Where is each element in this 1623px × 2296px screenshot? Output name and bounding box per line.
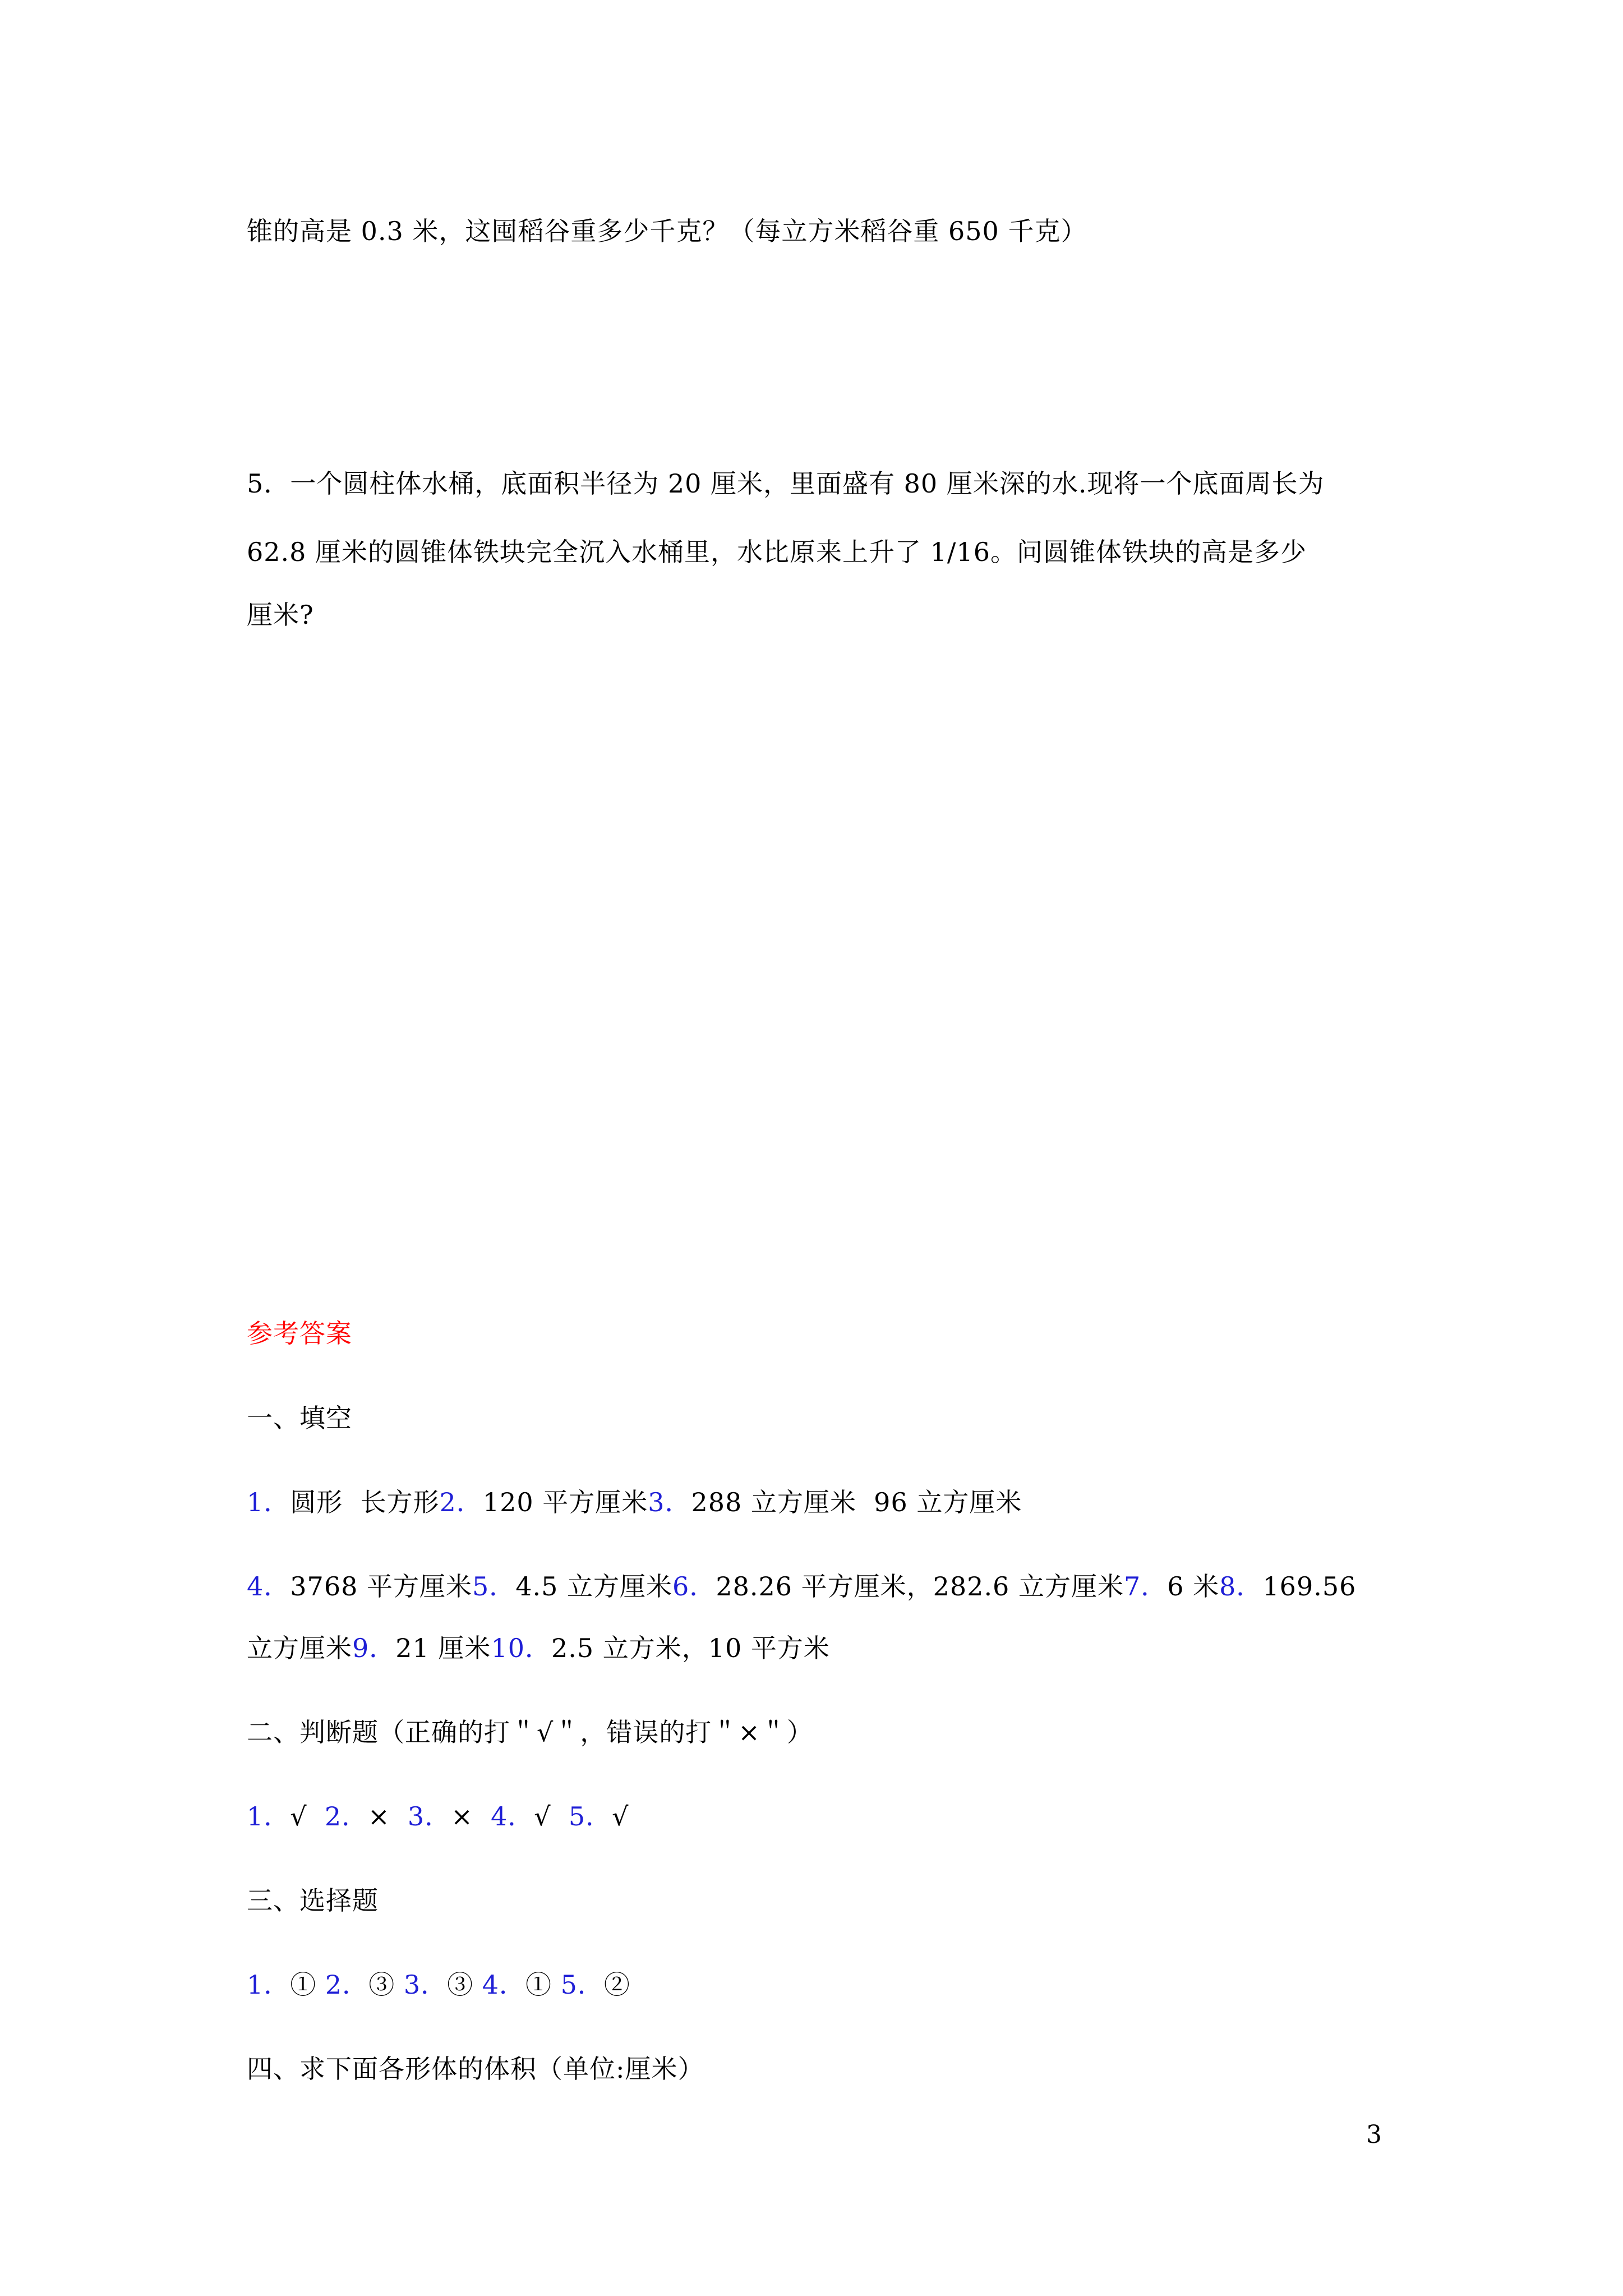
answer-text: 3768 平方厘米 xyxy=(290,1571,472,1602)
answer-number: 2． xyxy=(325,1970,369,2000)
answer-text: √ xyxy=(290,1801,307,1832)
answer-text: ② xyxy=(603,1970,630,2000)
answer-text: 288 立方厘米 96 立方厘米 xyxy=(691,1487,1022,1517)
answer-number: 7． xyxy=(1123,1571,1168,1602)
answer-number: 2． xyxy=(439,1487,483,1517)
answer-number: 1． xyxy=(247,1970,291,2000)
question-5-line-2: 62.8 厘米的圆锥体铁块完全沉入水桶里，水比原来上升了 1/16。问圆锥体铁块的高是多少 xyxy=(247,537,1307,567)
answer-number: 2． xyxy=(324,1801,368,1832)
answer-number: 3． xyxy=(403,1970,448,2000)
answer-number: 3． xyxy=(407,1801,451,1832)
answer-text: 圆形 长方形 xyxy=(290,1487,440,1517)
answer-number: 6． xyxy=(672,1571,716,1602)
answer-number: 1． xyxy=(247,1801,291,1832)
section-1-answers-line-2 xyxy=(247,1570,1356,1603)
answer-text: ① xyxy=(290,1970,317,2000)
answer-number: 5． xyxy=(472,1571,516,1602)
section-3-answers xyxy=(247,1968,630,2001)
answer-text: ③ xyxy=(447,1970,474,2000)
answer-text: 6 米 xyxy=(1167,1571,1220,1602)
question-5-line-3: 厘米? xyxy=(247,600,314,630)
answer-number: 5． xyxy=(560,1970,604,2000)
section-4-heading: 四、求下面各形体的体积（单位:厘米） xyxy=(247,2054,704,2084)
section-2-answers xyxy=(247,1800,629,1833)
answer-text: 立方厘米 xyxy=(247,1633,352,1663)
section-1-answers-line-3 xyxy=(247,1631,830,1665)
answer-text: 4.5 立方厘米 xyxy=(515,1571,673,1602)
question-4-continuation: 锥的高是 0.3 米，这囤稻谷重多少千克？（每立方米稻谷重 650 千克） xyxy=(247,216,1087,246)
answer-number: 4． xyxy=(491,1801,534,1832)
answer-number: 4． xyxy=(247,1571,291,1602)
answer-number: 10． xyxy=(491,1633,551,1663)
answer-text: 120 平方厘米 xyxy=(482,1487,648,1517)
answer-text: ③ xyxy=(368,1970,395,2000)
answer-text: 21 厘米 xyxy=(395,1633,491,1663)
answer-text: 2.5 立方米，10 平方米 xyxy=(551,1633,830,1663)
answer-text: × xyxy=(368,1801,390,1832)
section-1-answers-line-1 xyxy=(247,1485,1022,1519)
answer-text: √ xyxy=(612,1801,629,1832)
answer-text: × xyxy=(451,1801,473,1832)
answer-number: 8． xyxy=(1219,1571,1263,1602)
answer-text: 169.56 xyxy=(1262,1571,1357,1602)
page-number: 3 xyxy=(1366,2120,1382,2149)
section-2-heading: 二、判断题（正确的打＂√＂，错误的打＂×＂） xyxy=(247,1717,813,1747)
answer-text: ① xyxy=(525,1970,552,2000)
answer-key-title: 参考答案 xyxy=(247,1318,352,1349)
answer-number: 9． xyxy=(352,1633,396,1663)
answer-number: 1． xyxy=(247,1487,291,1517)
section-1-heading: 一、填空 xyxy=(247,1403,352,1433)
answer-text: √ xyxy=(534,1801,551,1832)
section-3-heading: 三、选择题 xyxy=(247,1885,379,1916)
answer-number: 3． xyxy=(648,1487,691,1517)
answer-number: 5． xyxy=(568,1801,612,1832)
question-5-line-1: 5．一个圆柱体水桶，底面积半径为 20 厘米，里面盛有 80 厘米深的水.现将一个底面周长为 xyxy=(247,468,1325,499)
answer-text: 28.26 平方厘米，282.6 立方厘米 xyxy=(716,1571,1124,1602)
answer-number: 4． xyxy=(482,1970,525,2000)
